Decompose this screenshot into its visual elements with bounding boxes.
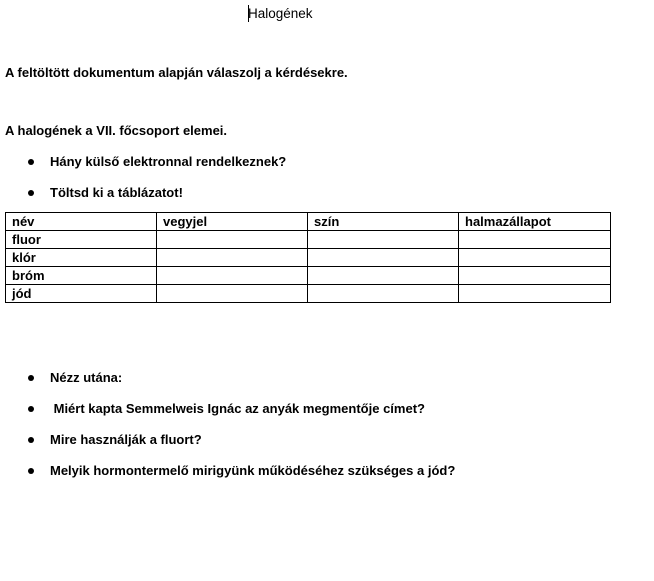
table-cell[interactable]: fluor xyxy=(6,231,157,249)
table-header-cell: név xyxy=(6,213,157,231)
bullet-icon xyxy=(28,437,34,443)
bullet-text: Mire használják a fluort? xyxy=(50,432,202,447)
table-cell[interactable] xyxy=(459,267,611,285)
halogen-table xyxy=(5,212,611,303)
bullet-text: Hány külső elektronnal rendelkeznek? xyxy=(50,154,287,169)
table-cell[interactable] xyxy=(308,231,459,249)
bullet-text: Nézz utána: xyxy=(50,370,123,385)
table-header-cell: halmazállapot xyxy=(459,213,611,231)
table-cell[interactable] xyxy=(459,285,611,303)
bullet-icon xyxy=(28,159,34,165)
bullet-item xyxy=(28,154,286,169)
bullet-icon xyxy=(28,190,34,196)
bullet-item xyxy=(28,432,202,447)
bullet-icon xyxy=(28,406,34,412)
table-cell[interactable] xyxy=(459,231,611,249)
table-row xyxy=(6,267,611,285)
bullet-item xyxy=(28,370,122,385)
table-header-cell: szín xyxy=(308,213,459,231)
bullet-text: Melyik hormontermelő mirigyünk működéséhez szükséges a jód? xyxy=(50,463,456,478)
table-cell[interactable] xyxy=(157,249,308,267)
table-cell[interactable] xyxy=(157,267,308,285)
table-cell[interactable] xyxy=(157,231,308,249)
bullet-item xyxy=(28,463,455,478)
bullet-text: Miért kapta Semmelweis Ignác az anyák megmentője címet? xyxy=(50,401,425,416)
table-cell[interactable]: bróm xyxy=(6,267,157,285)
table-cell[interactable]: jód xyxy=(6,285,157,303)
table-row xyxy=(6,249,611,267)
bullet-item xyxy=(28,401,425,416)
bullet-icon xyxy=(28,468,34,474)
table-cell[interactable]: klór xyxy=(6,249,157,267)
intro-text: A halogének a VII. főcsoport elemei. xyxy=(5,123,228,138)
table-header-row xyxy=(6,213,611,231)
table-cell[interactable] xyxy=(308,267,459,285)
bullet-text: Töltsd ki a táblázatot! xyxy=(50,185,183,200)
table-header-cell: vegyjel xyxy=(157,213,308,231)
table-cell[interactable] xyxy=(157,285,308,303)
table-row xyxy=(6,285,611,303)
document-title: Halogének xyxy=(248,6,313,21)
table-cell[interactable] xyxy=(308,285,459,303)
table-row xyxy=(6,231,611,249)
bullet-item xyxy=(28,185,183,200)
instruction-text: A feltöltött dokumentum alapján válaszolj a kérdésekre. xyxy=(5,65,348,80)
table-cell[interactable] xyxy=(308,249,459,267)
bullet-icon xyxy=(28,375,34,381)
table-cell[interactable] xyxy=(459,249,611,267)
